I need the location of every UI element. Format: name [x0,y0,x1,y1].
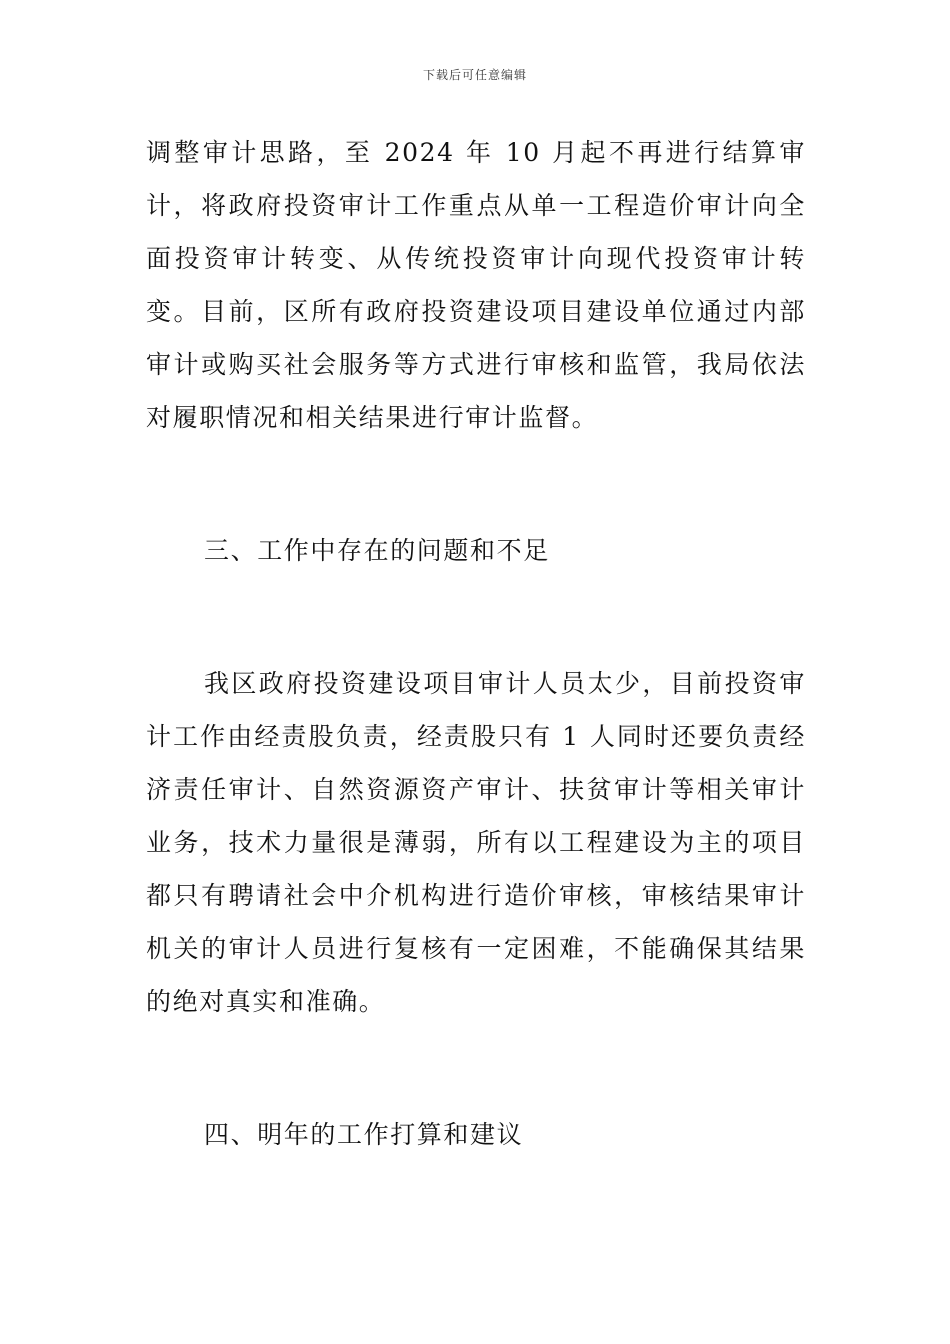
spacer [146,444,806,524]
paragraph-audit-approach: 调整审计思路，至 2024 年 10 月起不再进行结算审计，将政府投资审计工作重点从单一工程造价审计向全面投资审计转变、从传统投资审计向现代投资审计转变。目前，区所有政府投资建设项目建设单位通过内部审计或购买社会服务等方式进行审核和监管，我局依法对履职情况和相关结果进行审计监督。 [146,138,806,432]
page-header-note: 下载后可任意编辑 [422,68,527,82]
section-heading-next-year-plan: 四、明年的工作打算和建议 [204,1120,524,1149]
spacer [146,1028,806,1108]
paragraph-problems: 我区政府投资建设项目审计人员太少，目前投资审计工作由经责股负责，经责股只有 1 人同时还要负责经济责任审计、自然资源资产审计、扶贫审计等相关审计业务，技术力量很是薄弱，所有以工程建设为主的项目都只有聘请社会中介机构进行造价审核，审核结果审计机关的审计人员进行复核有一定困难，不能确保其结果的绝对真实和准确。 [146,669,806,1016]
spacer [146,577,806,657]
section-heading-problems: 三、工作中存在的问题和不足 [204,536,550,565]
document-body [146,126,806,1161]
